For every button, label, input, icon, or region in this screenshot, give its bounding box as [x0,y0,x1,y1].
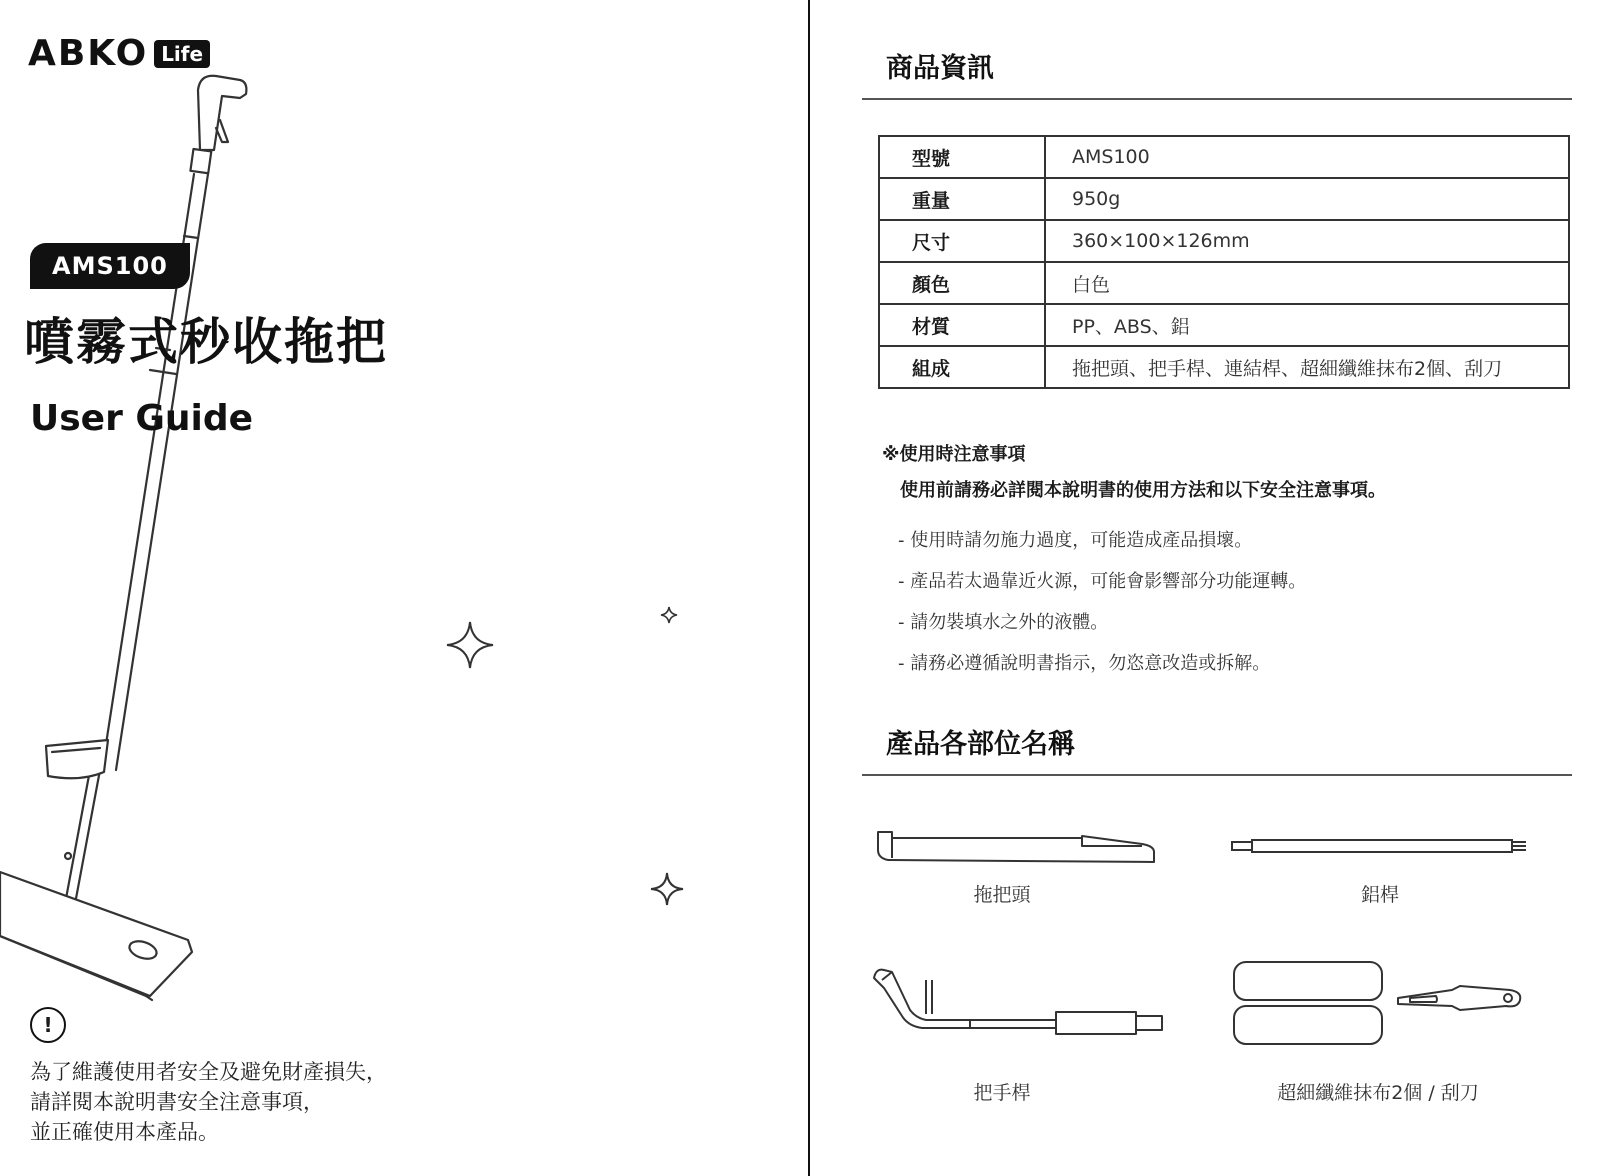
spec-label: 顏色 [879,262,1045,304]
spec-label: 材質 [879,304,1045,346]
list-item: - 請務必遵循說明書指示，勿恣意改造或拆解。 [898,653,1271,674]
section-divider [862,774,1572,776]
list-item: - 使用時請勿施力過度，可能造成產品損壞。 [898,530,1253,551]
sparkle-icon [650,872,684,906]
spec-value: 白色 [1045,262,1569,304]
part-label: 把手桿 [973,1082,1031,1104]
warning-line: 為了維護使用者安全及避免財產損失， [30,1060,387,1084]
warning-line: 並正確使用本產品。 [30,1120,219,1144]
table-row [879,262,1569,304]
cloth-and-scraper-icon [1230,958,1530,1048]
list-item: - 請勿裝填水之外的液體。 [898,612,1109,633]
exclamation-circle-icon: ! [30,1007,66,1043]
spec-label: 尺寸 [879,220,1045,262]
aluminum-pole-icon [1230,836,1530,858]
part-label: 拖把頭 [973,884,1031,906]
precautions-heading: ※使用時注意事項 [882,444,1026,465]
document-subtitle: User Guide [30,398,254,439]
safety-warning [30,1057,387,1147]
table-row [879,220,1569,262]
handle-pole-icon [870,960,1180,1040]
spec-value: PP、ABS、鋁 [1045,304,1569,346]
warning-line: 請詳閱本說明書安全注意事項， [30,1090,324,1114]
spec-label: 組成 [879,346,1045,388]
table-row [879,178,1569,220]
product-info-title: 商品資訊 [886,53,994,84]
mop-head-icon [872,826,1172,876]
precautions-list [898,526,1306,690]
product-name: 噴霧式秒收拖把 [24,313,388,371]
spec-value: 360×100×126mm [1045,220,1569,262]
spec-value: 拖把頭、把手桿、連結桿、超細纖維抹布2個、刮刀 [1045,346,1569,388]
info-page [810,0,1600,1176]
precautions-intro: 使用前請務必詳閱本說明書的使用方法和以下安全注意事項。 [900,480,1386,501]
table-row [879,304,1569,346]
spec-label: 型號 [879,136,1045,178]
parts-title: 產品各部位名稱 [886,729,1075,760]
list-item: - 產品若太過靠近火源，可能會影響部分功能運轉。 [898,571,1307,592]
spec-table [878,135,1570,389]
sparkle-icon [660,606,678,624]
logo-wordmark: ABKO [28,33,149,74]
spec-value: 950g [1045,178,1569,220]
spec-value: AMS100 [1045,136,1569,178]
sparkle-icon [445,620,495,670]
logo-badge: Life [154,40,210,68]
table-row [879,136,1569,178]
section-divider [862,98,1572,100]
table-row [879,346,1569,388]
brand-logo [28,33,210,74]
model-badge: AMS100 [30,243,190,289]
spec-label: 重量 [879,178,1045,220]
part-label: 鋁桿 [1360,884,1399,906]
spray-mop-illustration [0,70,260,1010]
part-label: 超細纖維抹布2個 / 刮刀 [1277,1082,1479,1104]
